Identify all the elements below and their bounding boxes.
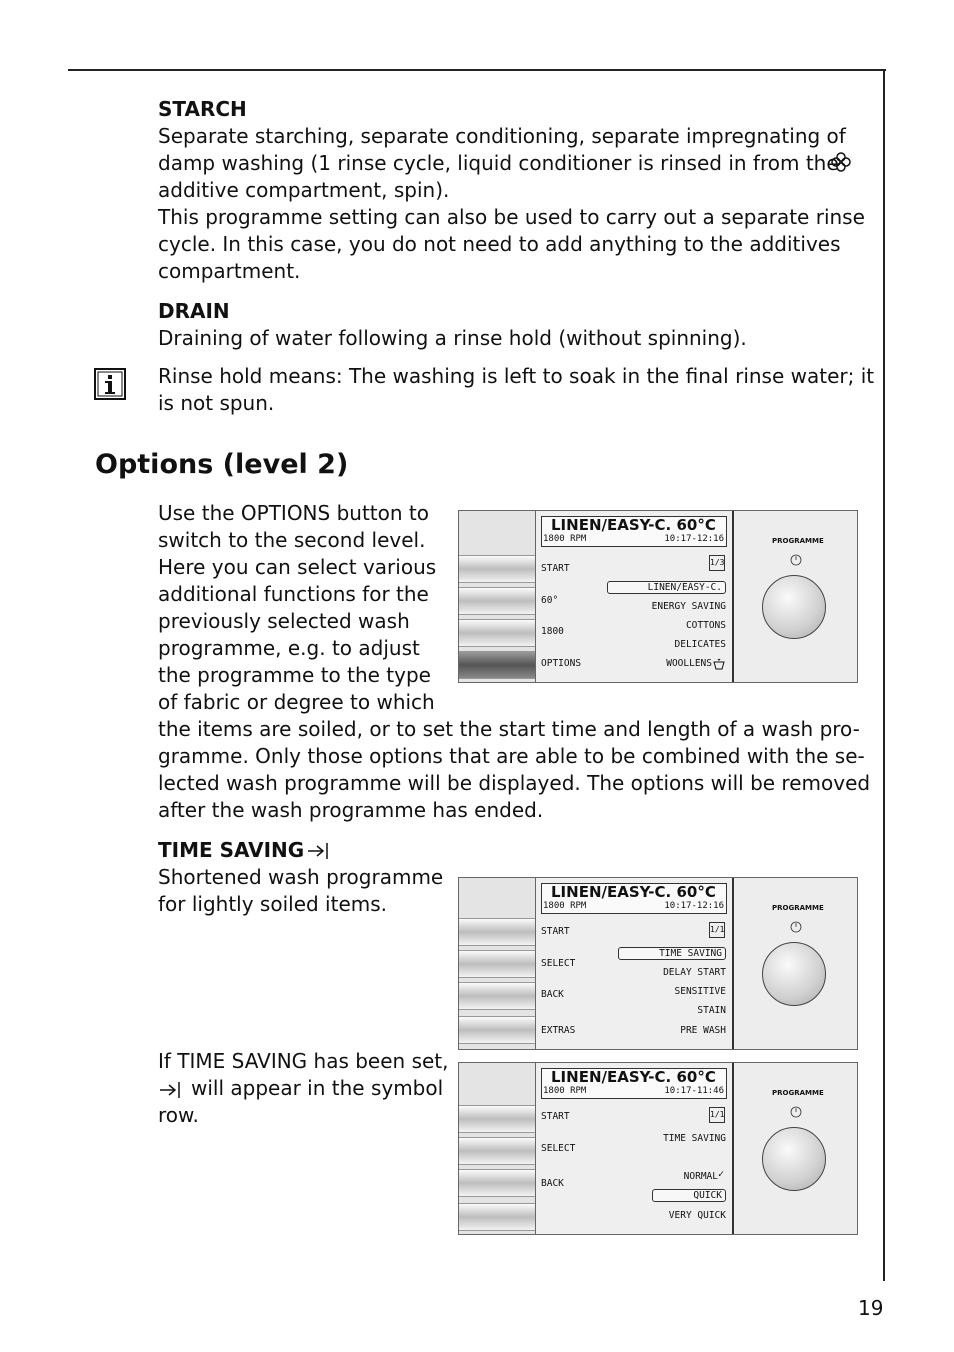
info-line: Rinse hold means: The washing is left to soak in the final rinse water; it <box>158 364 875 388</box>
programme-dial-area <box>734 511 857 682</box>
programme-dial-area <box>734 878 857 1049</box>
panel-button[interactable] <box>459 587 535 615</box>
panel-button[interactable] <box>459 982 535 1010</box>
wool-icon <box>712 658 726 670</box>
screen-menu-item: DELAY START <box>663 967 726 978</box>
programme-title: LINEN/EASY-C. 60°C <box>551 516 716 534</box>
screen-left-label: EXTRAS <box>541 1025 576 1036</box>
panel-button-column <box>459 511 536 682</box>
time-readout: 10:17-11:46 <box>664 1086 724 1096</box>
power-icon <box>790 1106 802 1118</box>
time-saving-heading: TIME SAVING <box>158 838 305 862</box>
rpm-readout: 1800 RPM <box>543 901 587 911</box>
screen-menu-item: COTTONS <box>685 620 726 631</box>
display-panel <box>458 510 858 683</box>
programme-knob[interactable] <box>762 1127 826 1191</box>
options-line: the programme to the type <box>158 663 431 687</box>
info-icon <box>94 368 126 400</box>
programme-title: LINEN/EASY-C. 60°C <box>551 1068 716 1086</box>
screen-title-box <box>541 516 727 547</box>
screen-menu-item: TIME SAVING <box>663 1133 726 1144</box>
screen-menu-item: SENSITIVE <box>674 986 726 997</box>
starch-line: This programme setting can also be used to carry out a separate rinse <box>158 205 865 229</box>
panel-button[interactable] <box>459 1105 535 1133</box>
options-panel-button[interactable] <box>459 651 535 679</box>
options-line: Use the OPTIONS button to <box>158 501 429 525</box>
screen-selected-item: QUICK <box>652 1189 726 1202</box>
screen-selected-item: LINEN/EASY-C. <box>607 581 726 594</box>
time-readout: 10:17-12:16 <box>664 534 724 544</box>
panel-button[interactable] <box>459 619 535 647</box>
drain-text: Draining of water following a rinse hold (without spinning). <box>158 326 747 350</box>
panel-button-column <box>459 878 536 1049</box>
screen-menu-item: NORMAL <box>683 1171 718 1182</box>
display-screen <box>536 1063 734 1234</box>
programme-label: PROGRAMME <box>772 904 824 912</box>
info-line: is not spun. <box>158 391 275 415</box>
screen-menu-item: STAIN <box>697 1005 726 1016</box>
rpm-readout: 1800 RPM <box>543 534 587 544</box>
page-fraction: 1/3 <box>709 555 725 571</box>
screen-left-label: START <box>541 1111 570 1122</box>
programme-label: PROGRAMME <box>772 537 824 545</box>
screen-selected-item: TIME SAVING <box>618 947 726 960</box>
flower-icon <box>830 151 852 173</box>
starch-line: additive compartment, spin). <box>158 178 450 202</box>
screen-left-label: SELECT <box>541 1143 576 1154</box>
screen-menu-item: DELICATES <box>674 639 726 650</box>
drain-heading: DRAIN <box>158 299 230 323</box>
rpm-readout: 1800 RPM <box>543 1086 587 1096</box>
top-rule <box>68 69 886 71</box>
time-saving-icon <box>158 1080 184 1100</box>
screen-title-box <box>541 1068 727 1099</box>
options-line: gramme. Only those options that are able to be combined with the se- <box>158 744 865 768</box>
starch-line: Separate starching, separate conditioning, separate impregnating of <box>158 124 846 148</box>
if-time-saving-line: will appear in the symbol <box>191 1076 444 1100</box>
programme-knob[interactable] <box>762 575 826 639</box>
panel-button[interactable] <box>459 918 535 946</box>
screen-menu-item: PRE WASH <box>680 1025 726 1036</box>
screen-left-label: SELECT <box>541 958 576 969</box>
screen-left-label: START <box>541 926 570 937</box>
page-fraction: 1/1 <box>709 1107 725 1123</box>
screen-left-label: OPTIONS <box>541 658 582 669</box>
programme-dial-area <box>734 1063 857 1234</box>
checkmark-icon: ✓ <box>718 1169 725 1180</box>
starch-heading: STARCH <box>158 97 247 121</box>
time-saving-icon <box>306 841 332 861</box>
screen-menu-item: ENERGY SAVING <box>651 601 726 612</box>
time-saving-line: Shortened wash programme <box>158 865 444 889</box>
panel-button-column <box>459 1063 536 1234</box>
panel-button[interactable] <box>459 1016 535 1044</box>
options-line: the items are soiled, or to set the start time and length of a wash pro- <box>158 717 860 741</box>
options-line: switch to the second level. <box>158 528 426 552</box>
display-screen <box>536 511 734 682</box>
screen-left-label: BACK <box>541 1178 564 1189</box>
screen-menu-item: WOOLLENS <box>666 658 712 669</box>
options-line: additional functions for the <box>158 582 429 606</box>
screen-menu-item: VERY QUICK <box>668 1210 726 1221</box>
right-rule <box>883 69 885 1281</box>
options-line: programme, e.g. to adjust <box>158 636 420 660</box>
starch-line: cycle. In this case, you do not need to add anything to the additives <box>158 232 841 256</box>
screen-title-box <box>541 883 727 914</box>
panel-button[interactable] <box>459 1169 535 1197</box>
starch-line: damp washing (1 rinse cycle, liquid conditioner is rinsed in from the <box>158 151 839 175</box>
panel-button[interactable] <box>459 1203 535 1231</box>
programme-label: PROGRAMME <box>772 1089 824 1097</box>
options-line: lected wash programme will be displayed. The options will be removed <box>158 771 871 795</box>
panel-button[interactable] <box>459 1137 535 1165</box>
if-time-saving-line: row. <box>158 1103 199 1127</box>
display-panel <box>458 877 858 1050</box>
screen-left-label: BACK <box>541 989 564 1000</box>
panel-button[interactable] <box>459 555 535 583</box>
options-line: Here you can select various <box>158 555 437 579</box>
screen-left-label: 60° <box>541 595 559 606</box>
power-icon <box>790 921 802 933</box>
display-screen <box>536 878 734 1049</box>
if-time-saving-line: If TIME SAVING has been set, <box>158 1049 449 1073</box>
options-line: previously selected wash <box>158 609 410 633</box>
time-saving-line: for lightly soiled items. <box>158 892 388 916</box>
time-readout: 10:17-12:16 <box>664 901 724 911</box>
options-heading: Options (level 2) <box>95 449 349 480</box>
starch-line: compartment. <box>158 259 301 283</box>
programme-knob[interactable] <box>762 942 826 1006</box>
options-line: of fabric or degree to which <box>158 690 435 714</box>
programme-title: LINEN/EASY-C. 60°C <box>551 883 716 901</box>
screen-left-label: 1800 <box>541 626 564 637</box>
power-icon <box>790 554 802 566</box>
panel-button[interactable] <box>459 950 535 978</box>
display-panel <box>458 1062 858 1235</box>
page-number: 19 <box>858 1296 884 1320</box>
screen-left-label: START <box>541 563 570 574</box>
page-fraction: 1/1 <box>709 922 725 938</box>
options-line: after the wash programme has ended. <box>158 798 544 822</box>
